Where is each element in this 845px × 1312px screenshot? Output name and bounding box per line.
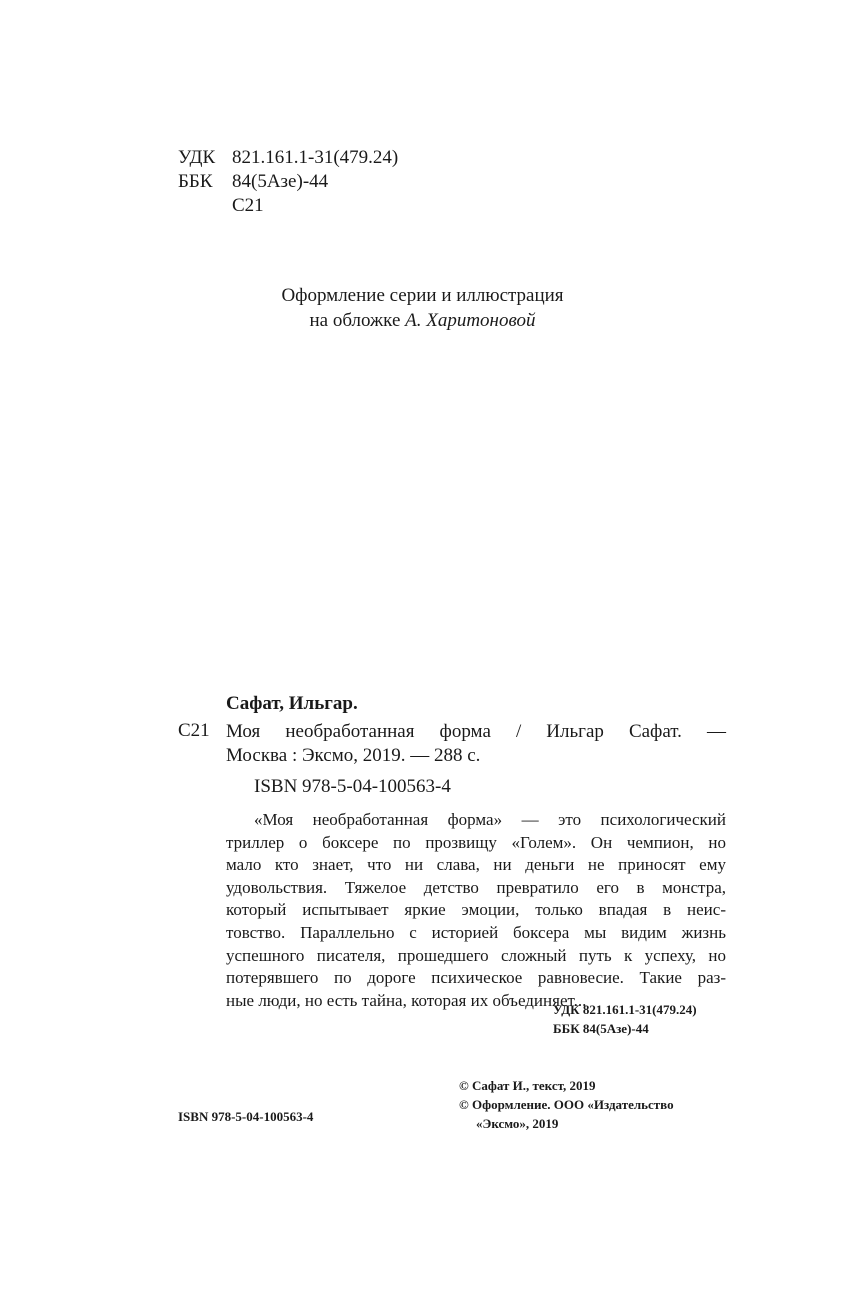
author-heading: Сафат, Ильгар. [226,693,358,714]
annotation-line: мало кто знает, что ни слава, ни деньги не приносят ему [226,855,726,875]
catalog-isbn: ISBN 978-5-04-100563-4 [254,776,451,797]
design-credits [0,283,845,333]
footer-isbn: ISBN 978-5-04-100563-4 [178,1109,314,1124]
credits-line-1: Оформление серии и иллюстрация [281,285,564,306]
copyright-line: «Эксмо», 2019 [476,1116,559,1131]
bbk-code: ББК 84(5Азе)-44 [553,1021,649,1036]
author-sign: С21 [232,195,264,216]
annotation [226,809,726,1012]
udk-row [178,146,398,170]
biblio-line: Москва : Эксмо, 2019. — 288 с. [226,745,481,766]
author-sign-row [178,194,398,218]
udk-code: УДК 821.161.1-31(479.24) [553,1002,697,1017]
annotation-line: ные люди, но есть тайна, которая их объединяет... [226,990,587,1010]
bibliographic-description [226,720,726,768]
annotation-line: триллер о боксере по прозвищу «Голем». Он чемпион, но [226,832,726,852]
annotation-line: потерявшего по дороге психическое равновесие. Такие раз- [226,968,726,988]
classification-block [178,146,398,218]
illustrator-name: А. Харитоновой [405,310,536,331]
credits-line-2 [0,308,845,333]
bbk-value: 84(5Азе)-44 [232,171,329,192]
annotation-line: «Моя необработанная форма» — это психологический [254,810,726,829]
classification-codes [553,1000,697,1038]
catalog-author-sign: С21 [178,720,210,741]
annotation-line: который испытывает яркие эмоции, только впадая в неис- [226,900,726,920]
udk-value: 821.161.1-31(479.24) [232,147,399,168]
bbk-label: ББК [178,171,213,192]
annotation-line: товство. Параллельно с историей боксера мы видим жизнь [226,922,726,942]
bbk-row [178,170,398,194]
udk-label: УДК [178,147,216,168]
credits-prefix: на обложке [309,310,406,331]
annotation-line: удовольствия. Тяжелое детство превратило его в монстра, [226,877,726,897]
annotation-line: успешного писателя, прошедшего сложный путь к успеху, но [226,945,726,965]
biblio-line: Моя необработанная форма / Ильгар Сафат. — [226,721,726,742]
copyright-line: © Сафат И., текст, 2019 [459,1078,596,1093]
copyright-block [459,1076,674,1133]
copyright-line: © Оформление. ООО «Издательство [459,1097,674,1112]
